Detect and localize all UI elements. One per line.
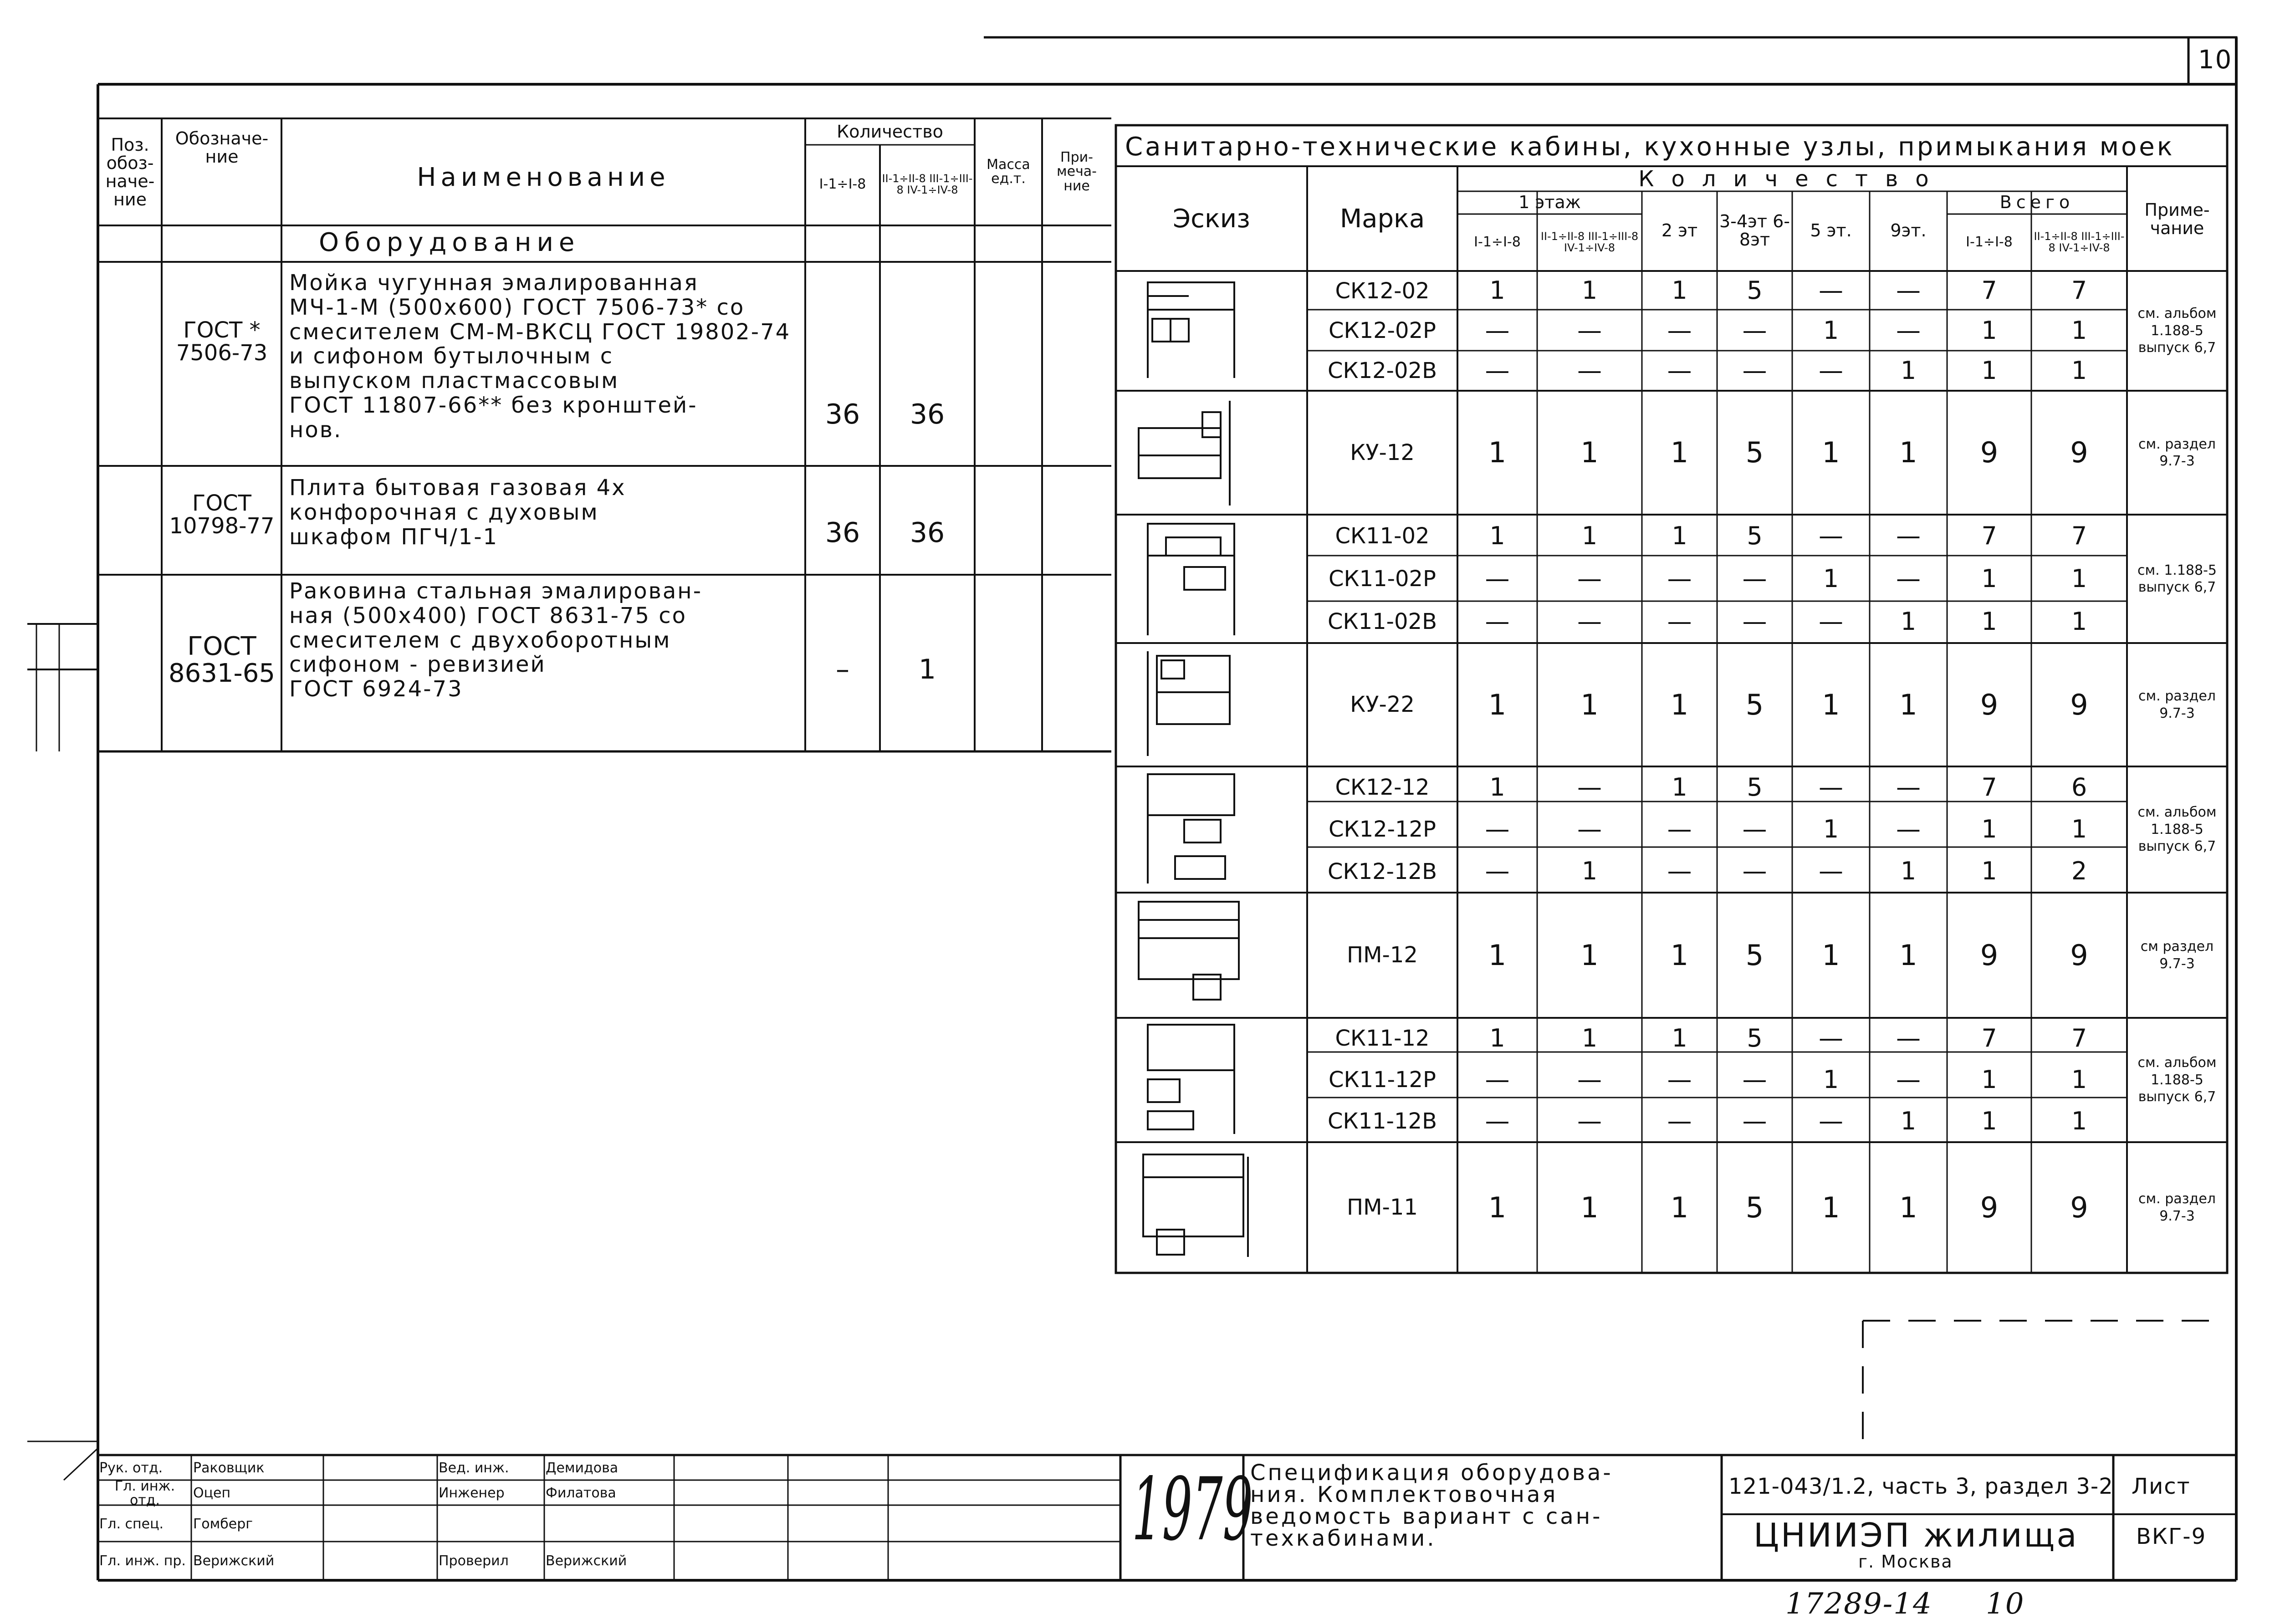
quantity-cell: — (1577, 564, 1602, 593)
mark-cell: ПМ-11 (1347, 1195, 1418, 1221)
quantity-cell: — (1667, 1065, 1692, 1094)
quantity-cell: 1 (1670, 938, 1689, 972)
quantity-cell: — (1485, 607, 1510, 636)
quantity-cell: 1 (1981, 607, 1997, 636)
quantity-cell: 1 (1900, 607, 1917, 636)
title-name-2 (546, 1507, 673, 1542)
header-total: Всего (1999, 192, 2075, 213)
title-description: Спецификация оборудова- ния. Комплектовочная ведомость вариант с сан- техкабинами. (1250, 1460, 1613, 1551)
quantity-cell: — (1896, 772, 1921, 802)
quantity-cell: 1 (1823, 316, 1839, 345)
quantity-cell: — (1896, 564, 1921, 593)
quantity-cell: 1 (1489, 1024, 1505, 1053)
city: г. Москва (1858, 1552, 1953, 1572)
quantity-cell: — (1742, 857, 1767, 886)
quantity-cell: 1 (2071, 316, 2087, 345)
mark-cell: СК12-12Р (1328, 817, 1436, 843)
mark-cell: СК11-02 (1335, 523, 1430, 549)
header-f9: 9эт. (1890, 220, 1927, 241)
quantity-cell: — (1667, 607, 1692, 636)
note-cell: см. альбом 1.188-5 выпуск 6,7 (2137, 306, 2217, 356)
row2-q2: 36 (910, 516, 945, 549)
quantity-cell: — (1819, 772, 1843, 802)
row1-q1: 36 (825, 398, 860, 430)
quantity-cell: 5 (1745, 938, 1764, 972)
quantity-cell: — (1577, 1107, 1602, 1136)
quantity-cell: 5 (1747, 521, 1763, 550)
quantity-cell: 1 (1672, 521, 1687, 550)
quantity-cell: — (1577, 1065, 1602, 1094)
title-role-2: Инженер (439, 1485, 505, 1501)
quantity-cell: — (1742, 607, 1767, 636)
quantity-cell: 1 (1823, 1065, 1839, 1094)
quantity-cell: 9 (2070, 436, 2088, 470)
quantity-cell: 1 (1580, 436, 1599, 470)
header-mass: Масса ед.т. (987, 156, 1030, 187)
note-cell: см. раздел 9.7-3 (2138, 1191, 2216, 1224)
title-name-2: Филатова (546, 1485, 616, 1501)
quantity-cell: 1 (2071, 1107, 2087, 1136)
mark-cell: СК11-12В (1328, 1108, 1437, 1134)
title-role: Гл. спец. (99, 1516, 164, 1532)
quantity-cell: — (1577, 356, 1602, 385)
quantity-cell: 7 (1981, 772, 1997, 802)
quantity-cell: 5 (1745, 688, 1764, 721)
header-designation: Обозначе- ние (175, 128, 269, 167)
title-role-2 (439, 1507, 543, 1542)
quantity-cell: 1 (1670, 1190, 1689, 1224)
quantity-cell: 1 (1670, 688, 1689, 721)
quantity-cell: 1 (1981, 356, 1997, 385)
header-f1a: I-1÷I-8 (1474, 234, 1521, 250)
quantity-cell: — (1577, 316, 1602, 345)
quantity-cell: 1 (1899, 938, 1917, 972)
header-q1: I-1÷I-8 (819, 176, 866, 193)
quantity-cell: — (1742, 356, 1767, 385)
sheet-number: 10 (2198, 45, 2233, 75)
header-name: Наименование (417, 162, 670, 192)
quantity-cell: — (1896, 815, 1921, 844)
quantity-cell: — (1819, 857, 1843, 886)
mark-cell: СК11-12Р (1328, 1067, 1436, 1093)
quantity-cell: 1 (1488, 1190, 1507, 1224)
quantity-cell: 1 (1981, 815, 1997, 844)
quantity-cell: 7 (1981, 521, 1997, 550)
sheet-label: Лист (2132, 1474, 2191, 1499)
quantity-cell: — (1742, 1107, 1767, 1136)
quantity-cell: 1 (1899, 1190, 1917, 1224)
quantity-cell: 1 (1672, 1024, 1687, 1053)
row1-q2: 36 (910, 398, 945, 430)
quantity-cell: 1 (1581, 521, 1598, 550)
title-name: Раковщик (193, 1460, 265, 1476)
row1-name: Мойка чугунная эмалированная МЧ-1-М (500х600) ГОСТ 7506-73* со смесителем СМ-М-ВКСЦ ГОСТ 19802-74 и сифоном бутылочным с выпуском пластмассовым ГОСТ 11807-66** без кронштей- нов. (289, 270, 791, 443)
quantity-cell: — (1485, 564, 1510, 593)
quantity-cell: 1 (1981, 564, 1997, 593)
mark-cell: СК12-12В (1328, 858, 1437, 884)
quantity-cell: — (1667, 857, 1692, 886)
header-f2: 2 эт (1661, 220, 1698, 241)
header-q2: II-1÷II-8 III-1÷III-8 IV-1÷IV-8 (882, 172, 973, 196)
row3-q2: 1 (918, 653, 936, 685)
title-role-2: Вед. инж. (439, 1460, 509, 1476)
quantity-cell: 1 (1488, 436, 1507, 470)
quantity-cell: 1 (1580, 938, 1599, 972)
row3-q1: – (836, 653, 849, 685)
quantity-cell: 1 (1489, 521, 1505, 550)
quantity-cell: — (1819, 1107, 1843, 1136)
quantity-cell: — (1896, 1024, 1921, 1053)
quantity-cell: 1 (1899, 688, 1917, 721)
quantity-cell: 7 (2071, 1024, 2087, 1053)
quantity-cell: 7 (1981, 1024, 1997, 1053)
quantity-cell: — (1742, 815, 1767, 844)
quantity-cell: 1 (1580, 1190, 1599, 1224)
quantity-cell: 1 (1981, 857, 1997, 886)
quantity-cell: 5 (1747, 772, 1763, 802)
header-pos: Поз. обоз- наче- ние (105, 135, 155, 209)
organization: ЦНИИЭП жилища (1754, 1516, 2079, 1554)
title-role: Гл. инж. пр. (99, 1553, 186, 1569)
header-mark: Марка (1339, 204, 1425, 234)
quantity-cell: 2 (2071, 857, 2087, 886)
quantity-cell: — (1485, 356, 1510, 385)
quantity-cell: 1 (1981, 1065, 1997, 1094)
quantity-cell: 1 (1672, 276, 1687, 305)
quantity-cell: 9 (1980, 688, 1999, 721)
title-name: Верижский (193, 1553, 275, 1569)
quantity-cell: 1 (1488, 688, 1507, 721)
note-cell: см раздел 9.7-3 (2140, 939, 2214, 972)
title-role: Гл. инж. отд. (114, 1478, 175, 1508)
header-quantity: Количество (837, 121, 943, 142)
quantity-cell: — (1742, 564, 1767, 593)
quantity-cell: — (1896, 316, 1921, 345)
sheet-id: ВКГ-9 (2136, 1524, 2207, 1549)
footer-stamp: 17289-14 (1785, 1587, 1932, 1621)
quantity-cell: — (1667, 815, 1692, 844)
row3-name: Раковина стальная эмалирован- ная (500х400) ГОСТ 8631-75 со смесителем с двухоборотным сифоном - ревизией ГОСТ 6924-73 (289, 578, 703, 702)
header-sketch: Эскиз (1173, 204, 1250, 234)
quantity-cell: 1 (1670, 436, 1689, 470)
header-quantity-right: Количество (1638, 166, 1946, 192)
quantity-cell: 7 (1981, 276, 1997, 305)
doc-code: 121-043/1.2, часть 3, раздел 3-2 (1728, 1474, 2113, 1499)
quantity-cell: 1 (1672, 772, 1687, 802)
quantity-cell: 1 (1822, 688, 1840, 721)
header-ta: I-1÷I-8 (1966, 234, 2013, 250)
quantity-cell: 1 (1822, 1190, 1840, 1224)
header-f1b: II-1÷II-8 III-1÷III-8 IV-1÷IV-8 (1540, 230, 1639, 254)
title-name-2: Верижский (546, 1553, 627, 1569)
row3-designation: ГОСТ 8631-65 (169, 632, 275, 688)
quantity-cell: 5 (1745, 436, 1764, 470)
footer-page: 10 (1986, 1587, 2025, 1621)
quantity-cell: — (1896, 521, 1921, 550)
quantity-cell: 1 (1900, 356, 1917, 385)
header-f3: 3-4эт 6-8эт (1719, 211, 1790, 250)
mark-cell: СК11-12 (1335, 1026, 1430, 1052)
quantity-cell: 1 (2071, 815, 2087, 844)
title-name: Оцеп (193, 1485, 231, 1501)
quantity-cell: — (1742, 1065, 1767, 1094)
note-cell: см. альбом 1.188-5 выпуск 6,7 (2137, 1055, 2217, 1105)
title-name: Гомберг (193, 1516, 253, 1532)
quantity-cell: — (1819, 276, 1843, 305)
quantity-cell: 1 (1900, 857, 1917, 886)
quantity-cell: 1 (2071, 356, 2087, 385)
quantity-cell: — (1819, 521, 1843, 550)
quantity-cell: 1 (1822, 436, 1840, 470)
quantity-cell: 9 (1980, 436, 1999, 470)
mark-cell: КУ-22 (1350, 692, 1415, 718)
header-note-right: Приме- чание (2144, 199, 2210, 238)
note-cell: см. раздел 9.7-3 (2138, 436, 2216, 469)
header-note: При- меча- ние (1056, 149, 1097, 194)
quantity-cell: 1 (1489, 276, 1505, 305)
mark-cell: КУ-12 (1350, 439, 1415, 465)
quantity-cell: — (1896, 276, 1921, 305)
row2-q1: 36 (825, 516, 860, 549)
mark-cell: СК12-02Р (1328, 318, 1436, 344)
quantity-cell: 5 (1745, 1190, 1764, 1224)
quantity-cell: 1 (1981, 1107, 1997, 1136)
section-title: Оборудование (319, 228, 580, 257)
header-f5: 5 эт. (1810, 220, 1852, 241)
title-role: Рук. отд. (99, 1460, 163, 1476)
quantity-cell: — (1896, 1065, 1921, 1094)
quantity-cell: — (1485, 815, 1510, 844)
quantity-cell: — (1819, 356, 1843, 385)
quantity-cell: 1 (1489, 772, 1505, 802)
quantity-cell: — (1742, 316, 1767, 345)
quantity-cell: 6 (2071, 772, 2087, 802)
header-tb: II-1÷II-8 III-1÷III-8 IV-1÷IV-8 (2034, 230, 2125, 254)
quantity-cell: 9 (1980, 938, 1999, 972)
quantity-cell: 9 (2070, 1190, 2088, 1224)
title-name-2: Демидова (546, 1460, 619, 1476)
mark-cell: СК11-02Р (1328, 566, 1436, 592)
quantity-cell: — (1485, 1107, 1510, 1136)
row2-designation: ГОСТ 10798-77 (169, 490, 275, 539)
quantity-cell: — (1577, 772, 1602, 802)
header-floor1: 1 этаж (1518, 192, 1581, 213)
quantity-cell: 1 (1823, 815, 1839, 844)
mark-cell: СК12-12 (1335, 774, 1430, 800)
quantity-cell: — (1485, 1065, 1510, 1094)
row1-designation: ГОСТ * 7506-73 (176, 317, 268, 366)
quantity-cell: — (1577, 815, 1602, 844)
quantity-cell: 5 (1747, 276, 1763, 305)
quantity-cell: 9 (2070, 938, 2088, 972)
right-table-title: Санитарно-технические кабины, кухонные узлы, примыкания моек (1125, 132, 2175, 162)
quantity-cell: — (1577, 607, 1602, 636)
quantity-cell: 9 (2070, 688, 2088, 721)
mark-cell: ПМ-12 (1347, 942, 1418, 968)
quantity-cell: 1 (1822, 938, 1840, 972)
mark-cell: СК11-02В (1328, 608, 1437, 634)
quantity-cell: 7 (2071, 276, 2087, 305)
year: 1979 (1132, 1459, 1253, 1560)
mark-cell: СК12-02В (1328, 357, 1437, 383)
quantity-cell: — (1667, 316, 1692, 345)
quantity-cell: 1 (1823, 564, 1839, 593)
quantity-cell: — (1819, 1024, 1843, 1053)
row2-name: Плита бытовая газовая 4х конфорочная с духовым шкафом ПГЧ/1-1 (289, 475, 626, 550)
quantity-cell: 1 (1488, 938, 1507, 972)
mark-cell: СК12-02 (1335, 278, 1430, 304)
quantity-cell: — (1667, 564, 1692, 593)
quantity-cell: 1 (1580, 688, 1599, 721)
quantity-cell: 1 (1581, 857, 1598, 886)
quantity-cell: 9 (1980, 1190, 1999, 1224)
title-role-2: Проверил (439, 1553, 509, 1569)
quantity-cell: 1 (1900, 1107, 1917, 1136)
quantity-cell: — (1667, 356, 1692, 385)
note-cell: см. раздел 9.7-3 (2138, 688, 2216, 721)
quantity-cell: 7 (2071, 521, 2087, 550)
quantity-cell: — (1819, 607, 1843, 636)
quantity-cell: 1 (1899, 436, 1917, 470)
quantity-cell: 5 (1747, 1024, 1763, 1053)
note-cell: см. 1.188-5 выпуск 6,7 (2137, 562, 2217, 595)
quantity-cell: 1 (2071, 1065, 2087, 1094)
quantity-cell: — (1485, 857, 1510, 886)
quantity-cell: — (1667, 1107, 1692, 1136)
quantity-cell: 1 (2071, 564, 2087, 593)
quantity-cell: 1 (1981, 316, 1997, 345)
quantity-cell: 1 (1581, 1024, 1598, 1053)
quantity-cell: 1 (1581, 276, 1598, 305)
quantity-cell: 1 (2071, 607, 2087, 636)
quantity-cell: — (1485, 316, 1510, 345)
note-cell: см. альбом 1.188-5 выпуск 6,7 (2137, 804, 2217, 855)
